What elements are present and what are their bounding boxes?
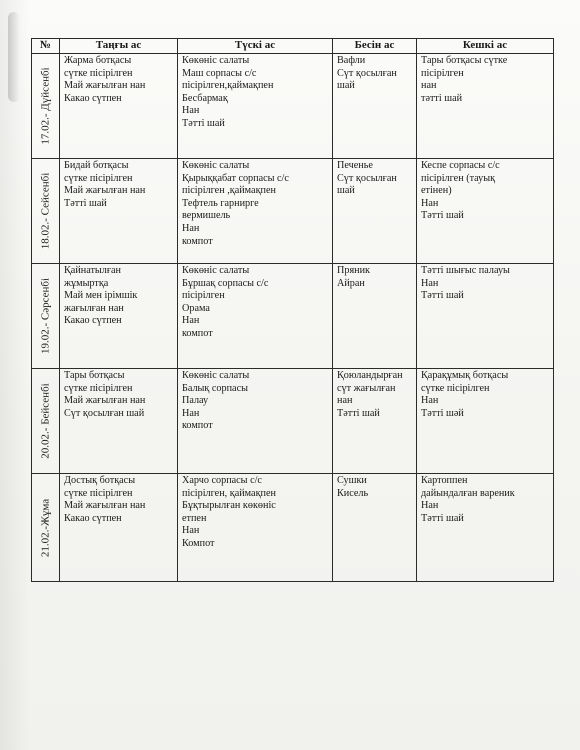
lunch-cell <box>178 159 333 264</box>
meal-item-line: Харчо сорпасы с/с <box>182 475 262 486</box>
meal-item-line: нан <box>421 80 437 92</box>
day-label: 21.02.-Жұма <box>39 498 52 557</box>
meal-item-line: компот <box>182 420 213 432</box>
meal-item-line: Кеспе сорпасы с/с <box>421 160 500 171</box>
meal-item-line: сүтке пісірілген <box>64 487 133 499</box>
meal-item-line: Май мен ірімшік <box>64 290 138 302</box>
meal-item-line: Тәтті шығыс палауы <box>421 265 510 276</box>
day-cell <box>32 159 60 264</box>
dinner-cell <box>417 369 554 474</box>
meal-item-line: пісірілген (тауық <box>421 172 496 184</box>
meal-item-line: дайындалған вареник <box>421 487 515 499</box>
meal-item-line: Палау <box>182 395 209 407</box>
table-row <box>32 474 554 582</box>
header-breakfast: Таңғы ас <box>60 39 178 54</box>
meal-item-line: компот <box>182 327 213 339</box>
meal-item-line: жағылған нан <box>64 302 124 314</box>
day-label: 18.02.- Сейсенбі <box>39 172 52 250</box>
meal-item-line: етінен) <box>421 185 452 197</box>
meal-item-line: Картоппен <box>421 475 468 486</box>
header-snack: Бесін ас <box>333 39 417 54</box>
meal-item-line: Нан <box>421 197 439 209</box>
meal-item-line: пісірілген, қаймақпен <box>182 487 276 499</box>
meal-item-line: Май жағылған нан <box>64 185 146 197</box>
breakfast-cell <box>60 264 178 369</box>
meal-item-line: Сүт қосылған <box>337 67 397 79</box>
meal-item-line: Нан <box>182 222 200 234</box>
meal-item-line: Тәтті шай <box>421 512 464 524</box>
snack-cell <box>333 159 417 264</box>
meal-item-line: вермишель <box>182 210 231 222</box>
table-header-row <box>32 39 554 54</box>
day-cell <box>32 369 60 474</box>
meal-item-line: Печенье <box>337 160 373 171</box>
meal-item-line: Тары ботқасы <box>64 370 125 381</box>
table-row <box>32 264 554 369</box>
meal-item-line: Нан <box>182 315 200 327</box>
meal-item-line: Сүт қосылған шай <box>64 407 145 419</box>
meal-item-line: Кисель <box>337 487 369 499</box>
meal-item-line: тәтті шай <box>421 92 463 104</box>
meal-item-line: Бесбармақ <box>182 92 228 104</box>
meal-item-line: жұмыртқа <box>64 277 109 289</box>
header-dinner: Кешкі ас <box>417 39 554 54</box>
breakfast-cell <box>60 369 178 474</box>
meal-item-line: Айран <box>337 277 365 289</box>
meal-item-line: Тәтті шай <box>421 290 464 302</box>
meal-item-line: Нан <box>421 395 439 407</box>
meal-item-line: Нан <box>421 277 439 289</box>
lunch-cell <box>178 369 333 474</box>
meal-item-line: Балық сорпасы <box>182 382 248 394</box>
meal-item-line: Орама <box>182 302 210 314</box>
meal-item-line: пісірілген ,қаймақпен <box>182 185 276 197</box>
meal-item-line: Пряник <box>337 265 370 276</box>
dinner-cell <box>417 264 554 369</box>
meal-item-line: компот <box>182 235 213 247</box>
table-row <box>32 54 554 159</box>
meal-item-line: нан <box>337 395 353 407</box>
meal-item-line: Сушки <box>337 475 367 486</box>
meal-item-line: Какао сүтпен <box>64 315 122 327</box>
table-row <box>32 159 554 264</box>
snack-cell <box>333 474 417 582</box>
meal-item-line: шай <box>337 80 355 92</box>
meal-item-line: Қырыққабат сорпасы с/с <box>182 172 289 184</box>
meal-item-line: сүтке пісірілген <box>64 172 133 184</box>
meal-item-line: Жарма ботқасы <box>64 55 132 66</box>
meal-item-line: Тәтті шай <box>421 210 464 222</box>
meal-item-line: Нан <box>182 525 200 537</box>
header-lunch: Түскі ас <box>178 39 333 54</box>
meal-item-line: Компот <box>182 537 215 549</box>
meal-item-line: Қайнатылған <box>64 265 122 276</box>
weekly-menu-table <box>31 38 554 582</box>
meal-item-line: Тәтті шай <box>337 407 380 419</box>
meal-item-line: Май жағылған нан <box>64 500 146 512</box>
meal-item-line: пісірілген,қаймақпен <box>182 80 274 92</box>
meal-item-line: Тары ботқасы сүтке <box>421 55 508 66</box>
snack-cell <box>333 54 417 159</box>
day-cell <box>32 264 60 369</box>
meal-item-line: Какао сүтпен <box>64 92 122 104</box>
meal-item-line: Қоюландырған <box>337 370 403 381</box>
dinner-cell <box>417 54 554 159</box>
meal-item-line: етпен <box>182 512 207 524</box>
meal-item-line: Көкөніс салаты <box>182 265 250 276</box>
meal-item-line: Тефтель гарнирге <box>182 197 259 209</box>
meal-item-line: Бұқтырылған көкөніс <box>182 500 276 512</box>
meal-item-line: Көкөніс салаты <box>182 55 250 66</box>
meal-item-line: Бидай ботқасы <box>64 160 129 171</box>
page-fold-shadow <box>8 12 20 102</box>
meal-item-line: Достық ботқасы <box>64 475 136 486</box>
meal-item-line: Бұршақ сорпасы с/с <box>182 277 269 289</box>
meal-item-line: сүтке пісірілген <box>64 382 133 394</box>
dinner-cell <box>417 474 554 582</box>
table-row <box>32 369 554 474</box>
lunch-cell <box>178 264 333 369</box>
meal-item-line: пісірілген <box>182 290 225 302</box>
breakfast-cell <box>60 159 178 264</box>
meal-item-line: Май жағылған нан <box>64 80 146 92</box>
page-edge-shadow <box>0 0 30 750</box>
day-cell <box>32 474 60 582</box>
day-label: 19.02.- Сәрсенбі <box>39 277 52 355</box>
meal-item-line: сүтке пісірілген <box>64 67 133 79</box>
meal-item-line: сүтке пісірілген <box>421 382 490 394</box>
lunch-cell <box>178 54 333 159</box>
day-label: 20.02.- Бейсенбі <box>39 383 52 459</box>
meal-item-line: Вафли <box>337 55 366 66</box>
lunch-cell <box>178 474 333 582</box>
meal-item-line: Маш сорпасы с/с <box>182 67 257 79</box>
breakfast-cell <box>60 474 178 582</box>
meal-item-line: Нан <box>182 105 200 117</box>
meal-item-line: Май жағылған нан <box>64 395 146 407</box>
breakfast-cell <box>60 54 178 159</box>
meal-item-line: Сүт қосылған <box>337 172 397 184</box>
meal-item-line: пісірілген <box>421 67 464 79</box>
meal-item-line: Қарақұмық ботқасы <box>421 370 509 381</box>
meal-item-line: Көкөніс салаты <box>182 160 250 171</box>
meal-item-line: Нан <box>182 407 200 419</box>
snack-cell <box>333 264 417 369</box>
header-number: № <box>32 39 60 54</box>
dinner-cell <box>417 159 554 264</box>
snack-cell <box>333 369 417 474</box>
day-label: 17.02.- Дүйсенбі <box>39 67 52 145</box>
meal-item-line: Тәтті шәй <box>421 407 464 419</box>
meal-item-line: Көкөніс салаты <box>182 370 250 381</box>
meal-item-line: Нан <box>421 500 439 512</box>
meal-item-line: сүт жағылған <box>337 382 396 394</box>
meal-item-line: Тәтті шай <box>182 117 225 129</box>
meal-item-line: Какао сүтпен <box>64 512 122 524</box>
meal-item-line: Тәтті шай <box>64 197 107 209</box>
day-cell <box>32 54 60 159</box>
meal-item-line: шай <box>337 185 355 197</box>
